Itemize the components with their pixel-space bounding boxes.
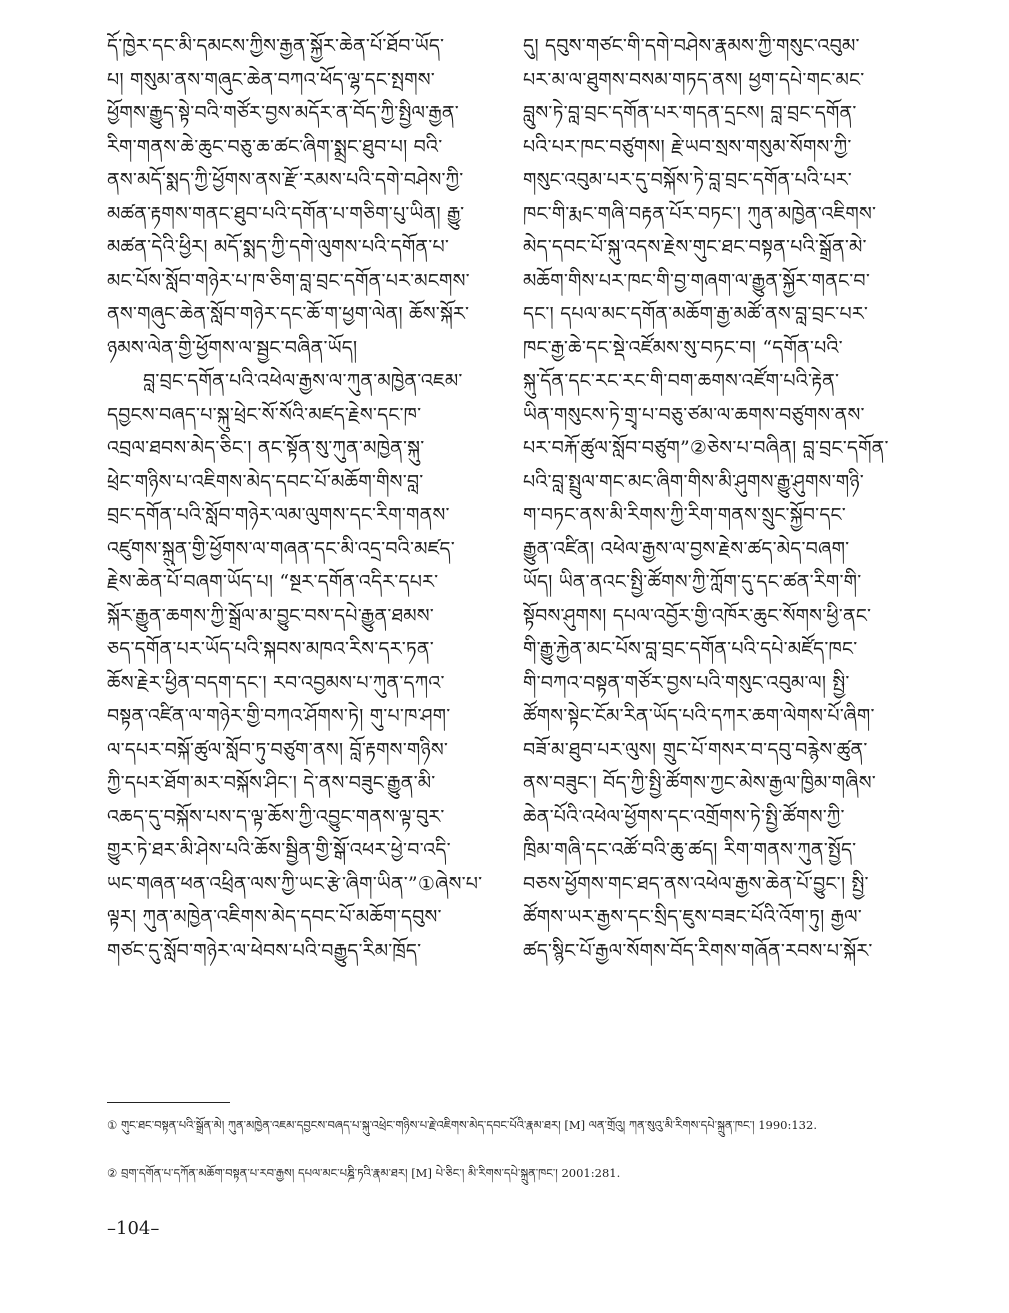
text-line: ཅད་དགོན་པར་ཡོད་པའི་སྐབས་མཁའ་རིས་དར་ཏན་ <box>107 638 434 660</box>
text-line: སྐུ་དོན་དང་རང་རང་གི་བག་ཆགས་འཛོག་པའི་རྟེན་ <box>523 370 840 392</box>
text-line: གསུང་འབུམ་པར་དུ་བསྐོས་ཏེ་བླ་བྲང་དགོན་པའི་པར་ <box>523 169 852 191</box>
text-line: ཕྲེང་གཉིས་པ་འཇིགས་མེད་དབང་པོ་མཆོག་གིས་བླ་ <box>107 470 424 493</box>
text-line: སྟོབས་ཤུགས། དཔལ་འབྱོར་གྱི་འཁོར་ཆུང་སོགས་ཕྱི་ནང་ <box>523 604 872 627</box>
text-line: པའི་བླ་སྤྲུལ་གང་མང་ཞིག་གིས་མི་ཤུགས་རྒྱུ་ཤུགས་གཉི་ <box>523 470 864 493</box>
text-line: བླུས་ཏེ་བླ་བྲང་དགོན་པར་གདན་དྲངས། བླ་བྲང་དགོན་ <box>523 102 857 124</box>
text-line: དུ། དབུས་གཙང་གི་དགེ་བཤེས་རྣམས་ཀྱི་གསུང་འབུམ་ <box>523 35 860 57</box>
text-line: བཅས་ཕྱོགས་གང་ཐད་ནས་འཕེལ་རྒྱས་ཆེན་པོ་བྱུང་། སྤྱི་ <box>523 872 869 895</box>
text-line: ཆེན་པོའི་འཕེལ་ཕྱོགས་དང་འགྲོགས་ཏེ་སྤྱི་ཚོགས་ཀྱི་ <box>523 805 845 828</box>
text-line: པར་མ་ལ་ཐུགས་བསམ་གཏད་ནས། ཕྱག་དཔེ་གང་མང་ <box>523 68 865 91</box>
text-line: དང་། དཔལ་མང་དགོན་མཆོག་རྒྱ་མཚོ་ནས་བླ་བྲང་པར་ <box>523 303 869 325</box>
text-line: རིག་གནས་ཆེ་ཆུང་བཅུ་ཆ་ཚང་ཞིག་སྨྲང་ཐུབ་པ། བའི་ <box>107 135 443 158</box>
text-line: ལ་དཔར་བསྐོ་ཚུལ་སློབ་ཏུ་བཙུག་ནས། བློ་རྟགས་གཉིས་ <box>107 738 449 761</box>
text-line: འཆད་དུ་བསྐོས་པས་ད་ལྟ་ཆོས་ཀྱི་འབྱུང་གནས་ལྟ་བུར་ <box>107 805 445 828</box>
text-line: ཚོགས་ཡར་རྒྱས་དང་སྲིད་ཇུས་བཟང་པོའི་འོག་ཏུ། རྒྱལ་ <box>523 906 862 928</box>
text-line: ག་བཏང་ནས་མི་རིགས་ཀྱི་རིག་གནས་སྲུང་སྐྱོབ་དང་ <box>523 504 846 526</box>
page-number: –104– <box>107 1218 160 1239</box>
text-line: སྐོར་རྒྱུན་ཆགས་ཀྱི་སྒྲོལ་མ་བྱུང་བས་དཔེ་རྒྱུན་ཐམས་ <box>107 604 434 627</box>
text-line: གི་རྒྱུ་རྐྱེན་མང་པོས་བླ་བྲང་དགོན་པའི་དཔེ་མཛོད་ཁང་ <box>523 638 858 660</box>
text-line: ཚོགས་སྟེང་ངོམ་རིན་ཡོད་པའི་དཀར་ཆག་ལེགས་པོ་ཞིག་ <box>523 705 875 727</box>
text-line: ཡིན་གསུངས་ཏེ་གྲྭ་པ་བཅུ་ཙམ་ལ་ཆགས་བཙུགས་ནས་ <box>523 403 865 426</box>
text-line: བྲང་དགོན་པའི་སློབ་གཉེར་ལམ་ལུགས་དང་རིག་གནས་ <box>107 504 450 526</box>
text-line: མཚན་དེའི་ཕྱིར། མདོ་སྨད་ཀྱི་དགེ་ལུགས་པའི་དགོན་པ་ <box>107 236 450 258</box>
text-line: པ། གསུམ་ནས་གཞུང་ཆེན་བཀའ་ཕོད་ལྷ་དང་སྤགས་ <box>107 68 435 91</box>
text-line: ནས་བཟུང་། བོད་ཀྱི་སྤྱི་ཚོགས་ཀྱང་མེས་རྒྱལ་ཁྱིམ་གཞིས་ <box>523 772 876 794</box>
text-line: ཡོད། ཡིན་ནའང་སྤྱི་ཚོགས་ཀྱི་ཀློག་དུ་དང་ཚན་རིག་གི་ <box>523 571 862 593</box>
text-line: དོ་ཁྱེར་དང་མི་དམངས་ཀྱིས་རྒྱན་སྐྱོར་ཆེན་པོ་ཐོབ་ཡོད་ <box>107 35 445 57</box>
text-line: ནས་མདོ་སྨད་ཀྱི་ཕྱོགས་ནས་རྫོ་རམས་པའི་དགེ་བཤེས་ཀྱི་ <box>107 169 464 191</box>
text-line: ཁང་གི་རྨང་གཞི་བརྟན་པོར་བཏང་། ཀུན་མཁྱེན་འཇིགས་ <box>523 202 877 225</box>
text-line: གྱུར་ཏེ་ཐར་མི་ཤེས་པའི་ཆོས་སྦྱིན་གྱི་སྒོ་འཕར་ཕྱེ་བ་འདི་ <box>107 839 451 861</box>
text-line: རྒྱུན་འཛིན། འཕེལ་རྒྱས་ལ་བྱས་རྗེས་ཚད་མེད་བཞག་ <box>523 537 850 560</box>
text-line: ཉམས་ལེན་གྱི་ཕྱོགས་ལ་སྦྱང་བཞིན་ཡོད། <box>107 336 358 359</box>
text-line: ཁྲིམ་གཞི་དང་འཚོ་བའི་ཆུ་ཚད། རིག་གནས་ཀུན་སྤྱོད་ <box>523 839 857 861</box>
footnote-divider <box>107 1102 230 1103</box>
text-line: བླ་བྲང་དགོན་པའི་འཕེལ་རྒྱས་ལ་ཀུན་མཁྱེན་འཇམ་ <box>143 370 463 392</box>
text-line: བཟོ་མ་ཐུབ་པར་ལུས། གྲུང་པོ་གསར་བ་དབུ་བརྙེས་ཚུན་ <box>523 738 868 761</box>
text-line: ལྟར། ཀུན་མཁྱེན་འཇིགས་མེད་དབང་པོ་མཆོག་དབུས་ <box>107 906 442 928</box>
text-line: ཡང་གཞན་ཕན་འཕྲིན་ལས་ཀྱི་ཡང་རྩེ་ཞིག་ཡིན་”①ཞེས་པ་ <box>107 872 483 895</box>
text-line: འབྲལ་ཐབས་མེད་ཅིང་། ནང་སྟོན་སུ་ཀུན་མཁྱེན་སྐུ་ <box>107 437 425 459</box>
text-line: ཚད་སྙིང་པོ་རྒྱལ་སོགས་བོད་རིགས་གཞོན་རབས་པ་སྐོར་ <box>523 939 873 962</box>
text-line: ནས་གཞུང་ཆེན་སློབ་གཉེར་དང་ཆོ་ག་ཕྱག་ལེན། ཆོས་སྐོར་ <box>107 303 470 325</box>
right-column <box>523 30 953 968</box>
text-line: མཆོག་གིས་པར་ཁང་གི་བྱ་གཞག་ལ་རྒྱུན་སྐྱོར་གནང་བ་ <box>523 269 871 292</box>
text-line: ཆོས་རྗེར་ཕྱིན་བདག་དང་། རབ་འབྱམས་པ་ཀུན་དཀའ་ <box>107 671 445 694</box>
text-line: གཙང་དུ་སློབ་གཉེར་ལ་ཕེབས་པའི་བརྒྱུད་རིམ་ཁྲོད་ <box>107 939 422 962</box>
text-line: མཚན་རྟགས་གནང་ཐུབ་པའི་དགོན་པ་གཅིག་པུ་ཡིན། རྒྱུ་ <box>107 202 465 225</box>
text-line: བསྟན་འཛིན་ལ་གཉེར་གྱི་བཀའ་ཤོགས་ཏེ། གུ་པ་ཁ་ཤག་ <box>107 705 451 727</box>
text-line: ཁང་རྒྱ་ཆེ་དང་སྡེ་འཛོམས་སུ་བཏང་བ། “དགོན་པའི་ <box>523 336 843 359</box>
text-line: ཀྱི་དཔར་ཐོག་མར་བསྐོས་ཤིང་། དེ་ནས་བཟུང་རྒྱུན་མི་ <box>107 772 436 794</box>
footnote-2: ② བྲག་དགོན་པ་དཀོན་མཆོག་བསྟན་པ་རབ་རྒྱས། དཔལ་མང་པཎྜི་ཏའི་རྣམ་ཐར། [M] པེ་ཅིང་། མི་རིགས་དཔེ་སྐྲུན་ཁང་། 2001:281. <box>107 1166 621 1180</box>
text-line: མང་པོས་སློབ་གཉེར་པ་ཁ་ཅིག་བླ་བྲང་དགོན་པར་མངགས་ <box>107 269 470 292</box>
text-line: པའི་པར་ཁང་བཙུགས། རྗེ་ཡབ་སྲས་གསུམ་སོགས་ཀྱི་ <box>523 135 852 158</box>
text-line: འཛུགས་སྐྲུན་གྱི་ཕྱོགས་ལ་གཞན་དང་མི་འདྲ་བའི་མཛད་ <box>107 537 455 560</box>
text-line: རྗེས་ཆེན་པོ་བཞག་ཡོད་པ། “སྔར་དགོན་འདིར་དཔར་ <box>107 571 439 593</box>
text-line: དབྱངས་བཞད་པ་སྐུ་ཕྲེང་སོ་སོའི་མཛད་རྗེས་དང་ཁ་ <box>107 403 422 426</box>
text-line: གི་བཀའ་བསྟན་གཙོར་བྱས་པའི་གསུང་འབུམ་ལ། སྤྱི་ <box>523 671 850 694</box>
text-line: མེད་དབང་པོ་སྐུ་འདས་རྗེས་གུང་ཐང་བསྟན་པའི་སྒྲོན་མེ་ <box>523 236 867 258</box>
text-line: ཕྱོགས་རྒྱུད་སྟེ་བའི་གཙོར་བྱས་མདོར་ན་བོད་ཀྱི་སྤྱིལ་རྒྱན་ <box>107 102 459 124</box>
left-column <box>107 30 537 968</box>
text-line: པར་བརྐོ་ཚུལ་སློབ་བཙུག”②ཅེས་པ་བཞིན། བླ་བྲང་དགོན་ <box>523 437 889 459</box>
footnote-1: ① གུང་ཐང་བསྟན་པའི་སྒྲོན་མེ། ཀུན་མཁྱེན་འཇམ་དབྱངས་བཞད་པ་སྐུ་འཕྲེང་གཉིས་པ་རྗེ་འཇིགས་མེད་དབང་པོའི་རྣམ་ཐར། [M] ལན་གྲོའུ། ཀན་སུའུ་མི་རིགས་དཔེ་སྐྲུན་ཁང་། 1990:132. <box>107 1118 817 1132</box>
